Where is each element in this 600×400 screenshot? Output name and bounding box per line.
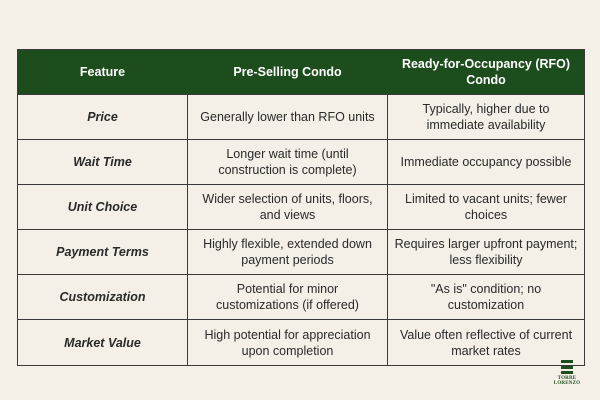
row-rfo-market-value: Value often reflective of current market rates xyxy=(399,327,573,358)
comparison-table xyxy=(17,49,585,366)
logo-line-1: TORRE xyxy=(557,376,577,381)
brand-logo xyxy=(552,360,582,392)
row-rfo-price: Typically, higher due to immediate availability xyxy=(388,95,584,140)
row-pre-selling-unit-choice: Wider selection of units, floors, and views xyxy=(188,185,388,230)
row-feature-payment-terms: Payment Terms xyxy=(18,230,188,275)
row-rfo-unit-choice: Limited to vacant units; fewer choices xyxy=(388,185,584,230)
row-pre-selling-market-value: High potential for appreciation upon completion xyxy=(188,320,388,365)
logo-mark-icon xyxy=(561,360,573,374)
row-feature-price: Price xyxy=(18,95,188,140)
row-rfo-payment-terms: Requires larger upfront payment; less flexibility xyxy=(388,230,584,275)
row-feature-unit-choice: Unit Choice xyxy=(18,185,188,230)
header-feature: Feature xyxy=(18,50,188,95)
row-pre-selling-price: Generally lower than RFO units xyxy=(188,95,388,140)
header-pre-selling: Pre-Selling Condo xyxy=(188,50,388,95)
logo-text xyxy=(554,376,580,386)
logo-line-2: LORENZO xyxy=(553,381,581,386)
row-feature-customization: Customization xyxy=(18,275,188,320)
row-pre-selling-payment-terms: Highly flexible, extended down payment periods xyxy=(188,230,388,275)
row-pre-selling-wait-time: Longer wait time (until construction is complete) xyxy=(188,140,388,185)
header-rfo: Ready-for-Occupancy (RFO) Condo xyxy=(388,50,584,95)
row-feature-wait-time: Wait Time xyxy=(18,140,188,185)
row-rfo-customization: "As is" condition; no customization xyxy=(388,275,584,320)
row-pre-selling-customization: Potential for minor customizations (if offered) xyxy=(188,275,388,320)
row-rfo-wait-time: Immediate occupancy possible xyxy=(388,140,584,185)
row-feature-market-value: Market Value xyxy=(18,320,188,365)
